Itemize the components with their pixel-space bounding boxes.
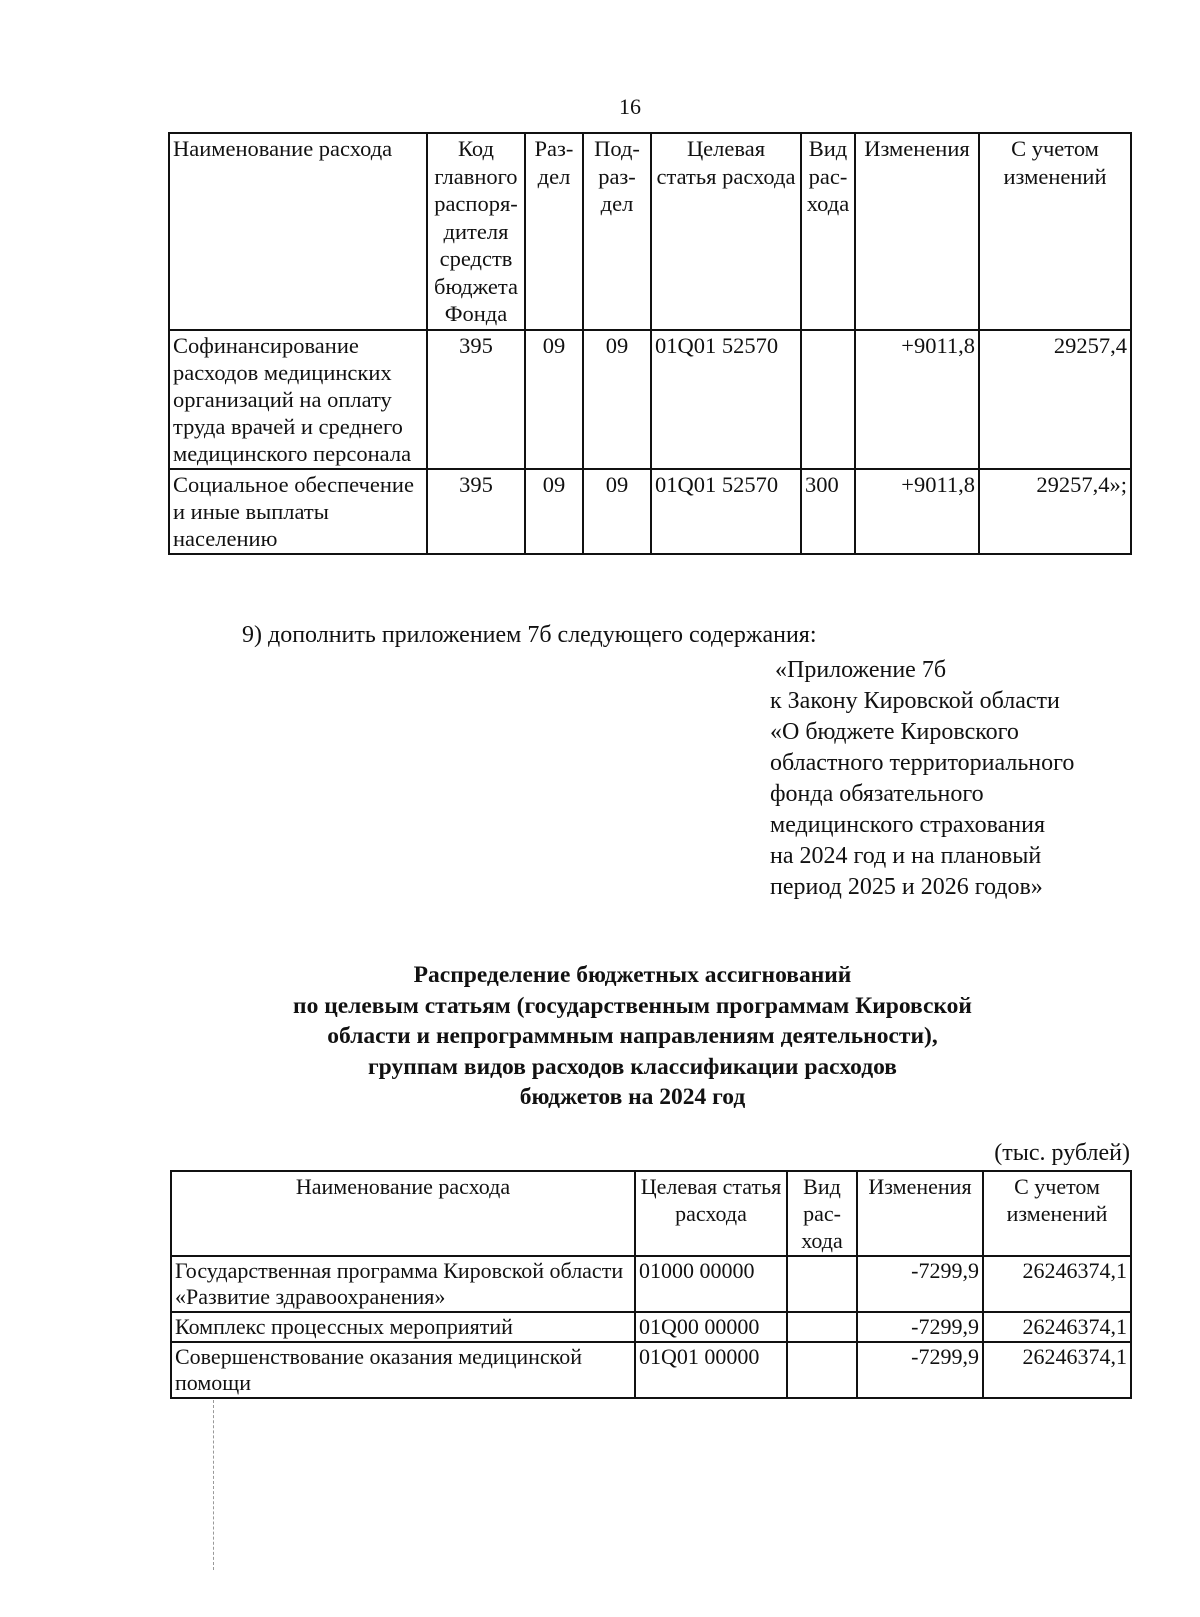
header-target-article: Целевая статья расхода — [651, 133, 801, 330]
header-section: Раз-дел — [525, 133, 583, 330]
row-change: -7299,9 — [857, 1342, 983, 1398]
row-total: 26246374,1 — [983, 1312, 1131, 1342]
table-row — [171, 1312, 1131, 1342]
title-line: бюджетов на 2024 год — [519, 1084, 746, 1110]
row-change: +9011,8 — [855, 469, 979, 554]
row-name: Комплекс процессных мероприятий — [171, 1312, 635, 1342]
header-expense-kind: Вид рас-хода — [801, 133, 855, 330]
instruction-text: 9) дополнить приложением 7б следующего содержания: — [242, 622, 817, 648]
row-total: 29257,4»; — [979, 469, 1131, 554]
row-total: 26246374,1 — [983, 1342, 1131, 1398]
header-total-with-changes: С учетом изменений — [979, 133, 1131, 330]
appendix-line: фонда обязательного — [770, 781, 984, 807]
row-kind — [787, 1312, 857, 1342]
appendix-header — [770, 655, 1074, 903]
row-total: 26246374,1 — [983, 1256, 1131, 1312]
row-change: -7299,9 — [857, 1312, 983, 1342]
appendix-line: «О бюджете Кировского — [770, 719, 1019, 745]
row-section: 09 — [525, 330, 583, 469]
table-header-row — [171, 1171, 1131, 1256]
title-line: группам видов расходов классификации расходов — [368, 1053, 897, 1080]
row-name: Социальное обеспечение и иные выплаты населению — [169, 469, 427, 554]
table-row — [171, 1256, 1131, 1312]
expenditure-changes-table — [168, 132, 1132, 555]
row-target: 01Q01 00000 — [635, 1342, 787, 1398]
row-target: 01Q00 00000 — [635, 1312, 787, 1342]
document-title — [150, 960, 1115, 1113]
row-kind — [801, 330, 855, 469]
header-subsection: Под-раз-дел — [583, 133, 651, 330]
row-subsection: 09 — [583, 330, 651, 469]
row-change: +9011,8 — [855, 330, 979, 469]
row-change: -7299,9 — [857, 1256, 983, 1312]
row-target: 01Q01 52570 — [651, 330, 801, 469]
row-name: Совершенствование оказания медицинской помощи — [171, 1342, 635, 1398]
row-target: 01Q01 52570 — [651, 469, 801, 554]
row-target: 01000 00000 — [635, 1256, 787, 1312]
appendix-line: период 2025 и 2026 годов» — [770, 874, 1043, 900]
title-line: по целевым статьям (государственным программам Кировской — [293, 992, 972, 1019]
appendix-line: к Закону Кировской области — [770, 688, 1060, 714]
header-manager-code: Код главного распоря-дителя средств бюджета Фонда — [427, 133, 525, 330]
header-expense-name: Наименование расхода — [171, 1171, 635, 1256]
row-code: 395 — [427, 330, 525, 469]
row-subsection: 09 — [583, 469, 651, 554]
row-total: 29257,4 — [979, 330, 1131, 469]
row-kind — [787, 1342, 857, 1398]
header-expense-kind: Вид рас-хода — [787, 1171, 857, 1256]
page-number: 16 — [619, 94, 641, 119]
appendix-line: «Приложение 7б — [775, 657, 947, 683]
appendix-line: на 2024 год и на плановый — [770, 843, 1042, 869]
appendix-line: областного территориального — [770, 750, 1075, 776]
row-name: Государственная программа Кировской области «Развитие здравоохранения» — [171, 1256, 635, 1312]
title-line: области и непрограммным направлениям деятельности), — [327, 1023, 938, 1049]
scan-margin-line — [213, 1400, 215, 1570]
header-target-article: Целевая статья расхода — [635, 1171, 787, 1256]
table-row — [171, 1342, 1131, 1398]
header-expense-name: Наименование расхода — [169, 133, 427, 330]
table-row — [169, 330, 1131, 469]
header-changes: Изменения — [855, 133, 979, 330]
allocation-table — [170, 1170, 1132, 1399]
table-header-row — [169, 133, 1131, 330]
row-kind: 300 — [801, 469, 855, 554]
header-total-with-changes: С учетом изменений — [983, 1171, 1131, 1256]
row-code: 395 — [427, 469, 525, 554]
row-name: Софинансирование расходов медицинских организаций на оплату труда врачей и среднего медицинского персонала — [169, 330, 427, 469]
table-row — [169, 469, 1131, 554]
title-line: Распределение бюджетных ассигнований — [413, 962, 852, 988]
units-label: (тыс. рублей) — [994, 1140, 1130, 1166]
row-kind — [787, 1256, 857, 1312]
header-changes: Изменения — [857, 1171, 983, 1256]
row-section: 09 — [525, 469, 583, 554]
appendix-line: медицинского страхования — [770, 812, 1046, 838]
